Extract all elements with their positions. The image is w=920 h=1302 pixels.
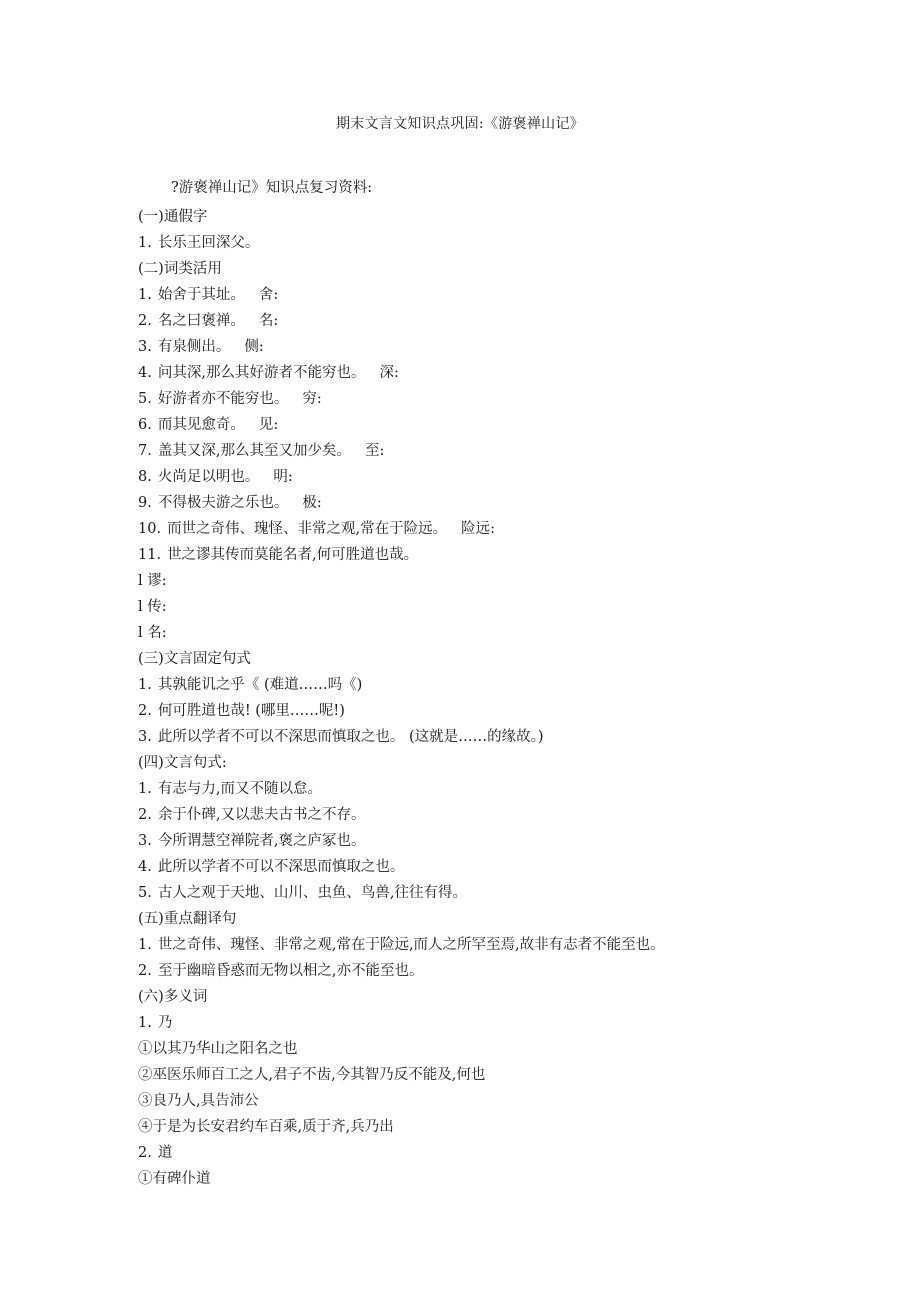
list-item: 2. 余于仆碑,又以悲夫古书之不存。: [138, 807, 366, 823]
list-item: 5. 古人之观于天地、山川、虫鱼、鸟兽,往往有得。: [138, 885, 467, 901]
sub-item: l 传:: [138, 599, 167, 615]
meaning-item: ②巫医乐师百工之人,君子不齿,今其智乃反不能及,何也: [138, 1067, 486, 1083]
list-item: 1. 始舍于其址。 舍:: [138, 287, 279, 303]
section-heading: (五)重点翻译句: [138, 911, 237, 927]
document-body: [138, 204, 898, 1192]
list-item: 1. 世之奇伟、瑰怪、非常之观,常在于险远,而人之所罕至焉,故非有志者不能至也。: [138, 937, 665, 953]
list-item: 3. 有泉侧出。 侧:: [138, 339, 264, 355]
list-item: 4. 此所以学者不可以不深思而慎取之也。: [138, 859, 405, 875]
list-item: 2. 至于幽暗昏惑而无物以相之,亦不能至也。: [138, 963, 424, 979]
list-item: 9. 不得极夫游之乐也。 极:: [138, 495, 322, 511]
list-item: 2. 道: [138, 1145, 173, 1161]
list-item: 10. 而世之奇伟、瑰怪、非常之观,常在于险远。 险远:: [138, 521, 496, 537]
meaning-item: ④于是为长安君约车百乘,质于齐,兵乃出: [138, 1119, 394, 1135]
section-heading: (六)多义词: [138, 989, 208, 1005]
sub-item: l 谬:: [138, 573, 167, 589]
list-item: 2. 名之曰褒禅。 名:: [138, 313, 279, 329]
list-item: 3. 今所谓慧空禅院者,褒之庐冢也。: [138, 833, 366, 849]
section-heading: (二)词类活用: [138, 261, 222, 277]
list-item: 3. 此所以学者不可以不深思而慎取之也。 (这就是……的缘故。): [138, 729, 544, 745]
list-item: 1. 长乐王回深父。: [138, 235, 260, 251]
list-item: 2. 何可胜道也哉! (哪里……呢!): [138, 703, 345, 719]
section-heading: (一)通假字: [138, 209, 208, 225]
meaning-item: ①以其乃华山之阳名之也: [138, 1041, 298, 1057]
list-item: 1. 乃: [138, 1015, 173, 1031]
page-title: 期末文言文知识点巩固:《游褒禅山记》: [335, 116, 585, 132]
sub-item: l 名:: [138, 625, 167, 641]
meaning-item: ①有碑仆道: [138, 1171, 211, 1187]
list-item: 5. 好游者亦不能穷也。 穷:: [138, 391, 322, 407]
list-item: 4. 问其深,那么其好游者不能穷也。 深:: [138, 365, 399, 381]
list-item: 6. 而其见愈奇。 见:: [138, 417, 279, 433]
list-item: 1. 有志与力,而又不随以怠。: [138, 781, 322, 797]
list-item: 11. 世之谬其传而莫能名者,何可胜道也哉。: [138, 547, 419, 563]
section-heading: (三)文言固定句式: [138, 651, 251, 667]
meaning-item: ③良乃人,具告沛公: [138, 1093, 259, 1109]
list-item: 8. 火尚足以明也。 明:: [138, 469, 293, 485]
list-item: 7. 盖其又深,那么其至又加少矣。 至:: [138, 443, 385, 459]
section-heading: (四)文言句式:: [138, 755, 227, 771]
list-item: 1. 其孰能讥之乎《 (难道……吗《): [138, 677, 363, 693]
intro-line: ?游褒禅山记》知识点复习资料:: [171, 180, 373, 196]
